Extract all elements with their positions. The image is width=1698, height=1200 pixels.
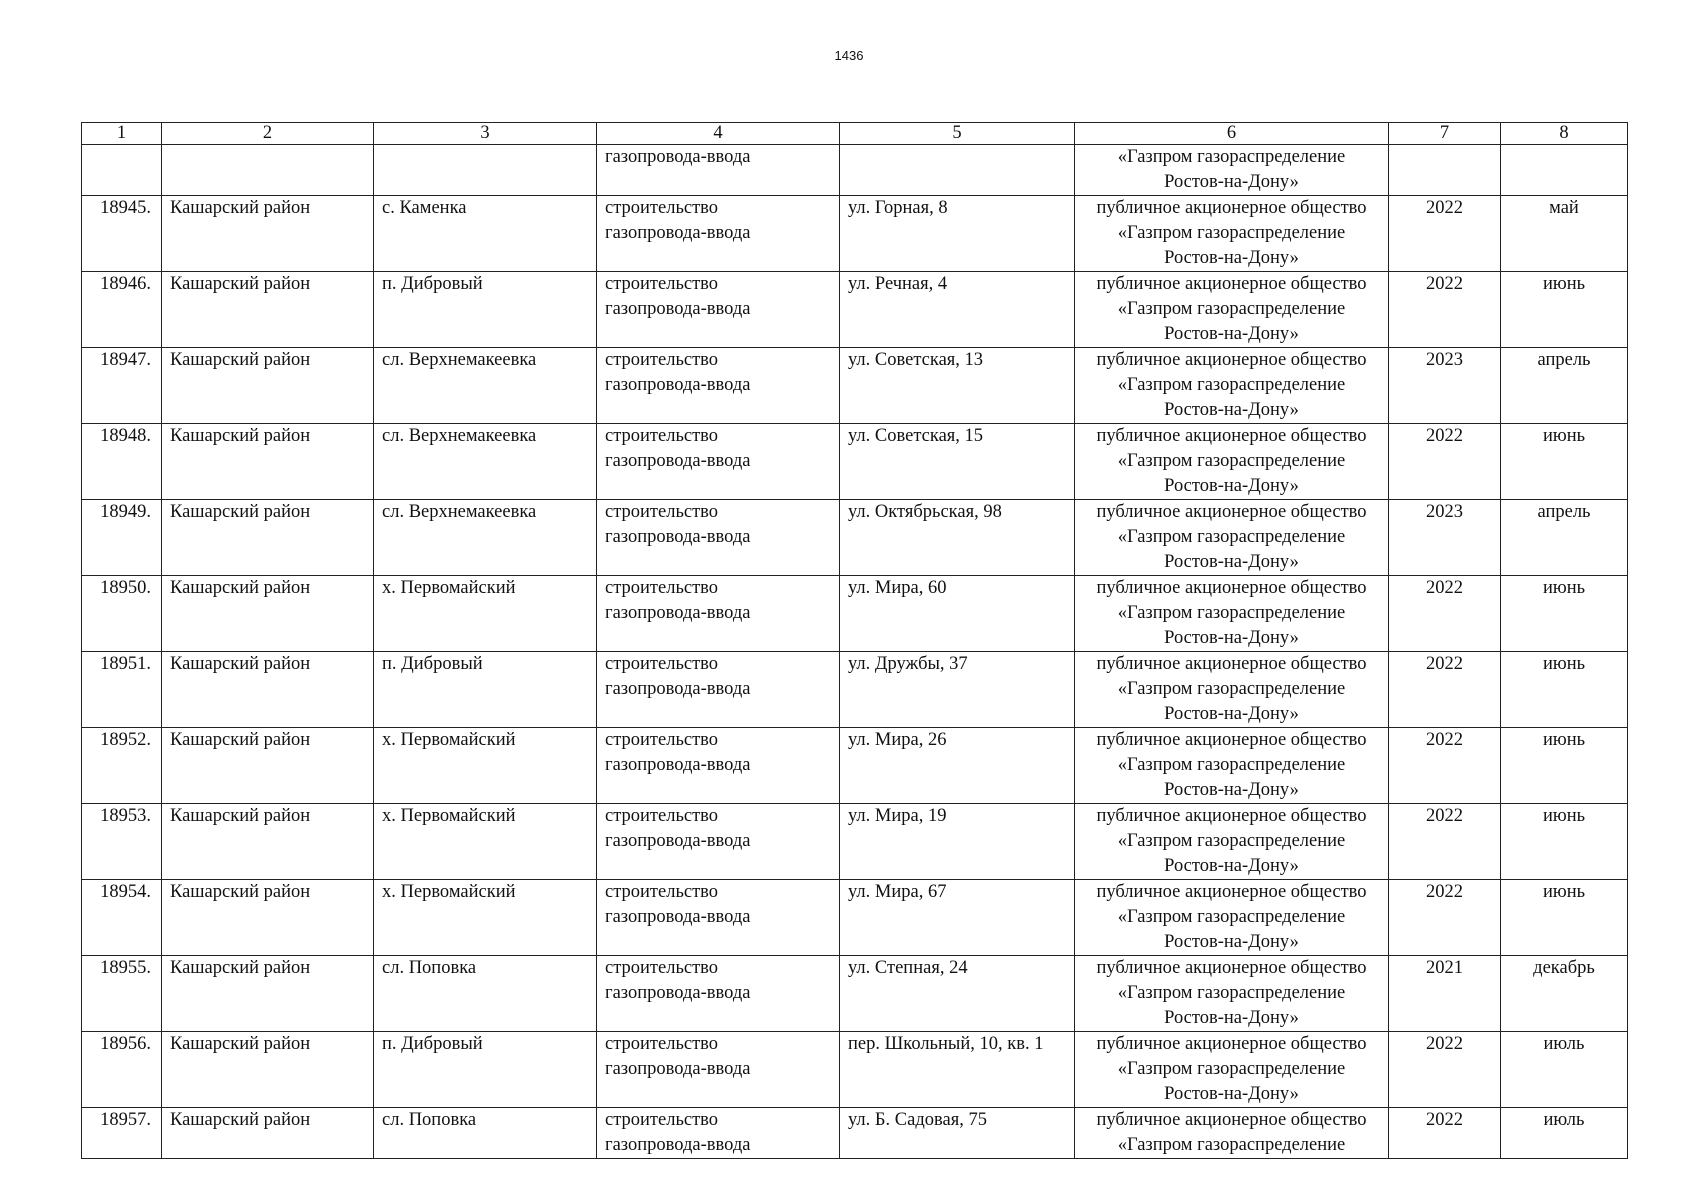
- work-line: газопровода-ввода: [605, 1135, 751, 1155]
- cell-district: Кашарский район: [162, 804, 374, 880]
- work-line: газопровода-ввода: [605, 603, 751, 623]
- cell-month: июнь: [1501, 272, 1628, 348]
- cell-district: Кашарский район: [162, 196, 374, 272]
- organization-line: публичное акционерное общество: [1096, 578, 1367, 598]
- work-line: строительство: [605, 198, 719, 218]
- cell-district: Кашарский район: [162, 1032, 374, 1108]
- cell-address: [840, 145, 1075, 196]
- organization-line: «Газпром газораспределение: [1117, 1059, 1346, 1079]
- organization-line: Ростов-на-Дону»: [1164, 932, 1299, 952]
- cell-number: 18947.: [82, 348, 162, 424]
- cell-number: 18956.: [82, 1032, 162, 1108]
- organization-line: Ростов-на-Дону»: [1164, 172, 1299, 192]
- registry-table: [81, 122, 1628, 1159]
- table-body: [82, 145, 1628, 1159]
- cell-address: пер. Школьный, 10, кв. 1: [840, 1032, 1075, 1108]
- cell-year: 2021: [1389, 956, 1501, 1032]
- cell-organization: [1075, 196, 1389, 272]
- cell-district: [162, 145, 374, 196]
- cell-month: апрель: [1501, 500, 1628, 576]
- organization-line: публичное акционерное общество: [1096, 654, 1367, 674]
- cell-work: [597, 804, 840, 880]
- organization-line: «Газпром газораспределение: [1117, 603, 1346, 623]
- cell-locality: [374, 145, 597, 196]
- cell-locality: х. Первомайский: [374, 576, 597, 652]
- organization-line: «Газпром газораспределение: [1117, 755, 1346, 775]
- cell-locality: сл. Верхнемакеевка: [374, 348, 597, 424]
- cell-district: Кашарский район: [162, 348, 374, 424]
- cell-address: ул. Горная, 8: [840, 196, 1075, 272]
- table-row: [82, 272, 1628, 348]
- cell-work: [597, 500, 840, 576]
- cell-year: 2022: [1389, 424, 1501, 500]
- cell-work: [597, 424, 840, 500]
- work-line: строительство: [605, 578, 719, 598]
- organization-line: «Газпром газораспределение: [1117, 147, 1346, 167]
- cell-locality: х. Первомайский: [374, 728, 597, 804]
- cell-month: июнь: [1501, 728, 1628, 804]
- organization-line: Ростов-на-Дону»: [1164, 1084, 1299, 1104]
- cell-address: ул. Мира, 67: [840, 880, 1075, 956]
- cell-locality: сл. Верхнемакеевка: [374, 500, 597, 576]
- organization-line: публичное акционерное общество: [1096, 958, 1367, 978]
- cell-organization: [1075, 145, 1389, 196]
- cell-work: [597, 145, 840, 196]
- work-line: газопровода-ввода: [605, 755, 751, 775]
- cell-locality: п. Дибровый: [374, 272, 597, 348]
- column-header-5: 5: [840, 123, 1075, 145]
- cell-year: 2022: [1389, 576, 1501, 652]
- work-line: строительство: [605, 1110, 719, 1130]
- organization-line: Ростов-на-Дону»: [1164, 1008, 1299, 1028]
- cell-month: июль: [1501, 1032, 1628, 1108]
- organization-line: публичное акционерное общество: [1096, 350, 1367, 370]
- column-header-6: 6: [1075, 123, 1389, 145]
- organization-line: публичное акционерное общество: [1096, 730, 1367, 750]
- cell-address: ул. Мира, 60: [840, 576, 1075, 652]
- cell-address: ул. Советская, 15: [840, 424, 1075, 500]
- work-line: строительство: [605, 350, 719, 370]
- cell-district: Кашарский район: [162, 272, 374, 348]
- cell-locality: х. Первомайский: [374, 804, 597, 880]
- cell-work: [597, 1108, 840, 1159]
- organization-line: «Газпром газораспределение: [1117, 223, 1346, 243]
- table-row: [82, 804, 1628, 880]
- cell-district: Кашарский район: [162, 1108, 374, 1159]
- cell-year: 2022: [1389, 652, 1501, 728]
- organization-line: «Газпром газораспределение: [1117, 1135, 1346, 1155]
- table-row: [82, 348, 1628, 424]
- organization-line: «Газпром газораспределение: [1117, 983, 1346, 1003]
- cell-number: 18953.: [82, 804, 162, 880]
- table-row: [82, 956, 1628, 1032]
- cell-number: 18945.: [82, 196, 162, 272]
- cell-year: 2022: [1389, 880, 1501, 956]
- cell-address: ул. Дружбы, 37: [840, 652, 1075, 728]
- cell-district: Кашарский район: [162, 576, 374, 652]
- column-header-3: 3: [374, 123, 597, 145]
- work-line: строительство: [605, 654, 719, 674]
- table-row: [82, 652, 1628, 728]
- column-header-7: 7: [1389, 123, 1501, 145]
- cell-month: декабрь: [1501, 956, 1628, 1032]
- cell-work: [597, 956, 840, 1032]
- work-line: газопровода-ввода: [605, 679, 751, 699]
- cell-year: 2022: [1389, 804, 1501, 880]
- cell-work: [597, 652, 840, 728]
- cell-month: май: [1501, 196, 1628, 272]
- cell-organization: [1075, 1108, 1389, 1159]
- cell-organization: [1075, 1032, 1389, 1108]
- column-header-4: 4: [597, 123, 840, 145]
- cell-organization: [1075, 348, 1389, 424]
- organization-line: Ростов-на-Дону»: [1164, 400, 1299, 420]
- cell-address: ул. Б. Садовая, 75: [840, 1108, 1075, 1159]
- organization-line: «Газпром газораспределение: [1117, 527, 1346, 547]
- organization-line: Ростов-на-Дону»: [1164, 856, 1299, 876]
- cell-organization: [1075, 652, 1389, 728]
- cell-organization: [1075, 956, 1389, 1032]
- organization-line: Ростов-на-Дону»: [1164, 704, 1299, 724]
- organization-line: Ростов-на-Дону»: [1164, 324, 1299, 344]
- organization-line: «Газпром газораспределение: [1117, 451, 1346, 471]
- table-row: [82, 1032, 1628, 1108]
- cell-month: июнь: [1501, 424, 1628, 500]
- cell-organization: [1075, 576, 1389, 652]
- cell-organization: [1075, 880, 1389, 956]
- organization-line: «Газпром газораспределение: [1117, 679, 1346, 699]
- cell-address: ул. Октябрьская, 98: [840, 500, 1075, 576]
- cell-locality: сл. Поповка: [374, 1108, 597, 1159]
- cell-month: [1501, 145, 1628, 196]
- cell-number: 18955.: [82, 956, 162, 1032]
- organization-line: публичное акционерное общество: [1096, 806, 1367, 826]
- organization-line: публичное акционерное общество: [1096, 882, 1367, 902]
- cell-locality: с. Каменка: [374, 196, 597, 272]
- cell-address: ул. Мира, 19: [840, 804, 1075, 880]
- work-line: газопровода-ввода: [605, 831, 751, 851]
- cell-year: 2022: [1389, 728, 1501, 804]
- table-row: [82, 500, 1628, 576]
- cell-locality: сл. Верхнемакеевка: [374, 424, 597, 500]
- cell-year: [1389, 145, 1501, 196]
- table-row: [82, 880, 1628, 956]
- cell-year: 2022: [1389, 196, 1501, 272]
- work-line: газопровода-ввода: [605, 147, 751, 167]
- cell-organization: [1075, 424, 1389, 500]
- cell-month: июнь: [1501, 652, 1628, 728]
- cell-work: [597, 272, 840, 348]
- cell-number: 18946.: [82, 272, 162, 348]
- cell-month: июнь: [1501, 576, 1628, 652]
- organization-line: публичное акционерное общество: [1096, 198, 1367, 218]
- cell-number: 18954.: [82, 880, 162, 956]
- cell-year: 2022: [1389, 1032, 1501, 1108]
- cell-work: [597, 1032, 840, 1108]
- cell-year: 2023: [1389, 348, 1501, 424]
- cell-number: 18949.: [82, 500, 162, 576]
- cell-work: [597, 576, 840, 652]
- cell-number: 18957.: [82, 1108, 162, 1159]
- cell-address: ул. Мира, 26: [840, 728, 1075, 804]
- cell-number: 18952.: [82, 728, 162, 804]
- work-line: газопровода-ввода: [605, 223, 751, 243]
- organization-line: публичное акционерное общество: [1096, 274, 1367, 294]
- work-line: строительство: [605, 730, 719, 750]
- table-row: [82, 196, 1628, 272]
- cell-district: Кашарский район: [162, 500, 374, 576]
- cell-number: [82, 145, 162, 196]
- organization-line: Ростов-на-Дону»: [1164, 552, 1299, 572]
- organization-line: публичное акционерное общество: [1096, 1034, 1367, 1054]
- cell-work: [597, 196, 840, 272]
- cell-organization: [1075, 728, 1389, 804]
- work-line: строительство: [605, 426, 719, 446]
- table-row: [82, 1108, 1628, 1159]
- organization-line: Ростов-на-Дону»: [1164, 628, 1299, 648]
- cell-district: Кашарский район: [162, 728, 374, 804]
- organization-line: «Газпром газораспределение: [1117, 299, 1346, 319]
- table-row: [82, 424, 1628, 500]
- cell-month: июнь: [1501, 880, 1628, 956]
- cell-month: апрель: [1501, 348, 1628, 424]
- cell-address: ул. Советская, 13: [840, 348, 1075, 424]
- work-line: строительство: [605, 958, 719, 978]
- cell-number: 18950.: [82, 576, 162, 652]
- organization-line: «Газпром газораспределение: [1117, 375, 1346, 395]
- work-line: газопровода-ввода: [605, 451, 751, 471]
- cell-district: Кашарский район: [162, 424, 374, 500]
- organization-line: Ростов-на-Дону»: [1164, 248, 1299, 268]
- cell-work: [597, 348, 840, 424]
- cell-district: Кашарский район: [162, 652, 374, 728]
- cell-year: 2022: [1389, 1108, 1501, 1159]
- continuation-row: [82, 145, 1628, 196]
- cell-district: Кашарский район: [162, 956, 374, 1032]
- cell-year: 2023: [1389, 500, 1501, 576]
- organization-line: «Газпром газораспределение: [1117, 831, 1346, 851]
- organization-line: публичное акционерное общество: [1096, 426, 1367, 446]
- cell-locality: х. Первомайский: [374, 880, 597, 956]
- cell-organization: [1075, 804, 1389, 880]
- work-line: строительство: [605, 806, 719, 826]
- column-header-1: 1: [82, 123, 162, 145]
- organization-line: Ростов-на-Дону»: [1164, 476, 1299, 496]
- cell-organization: [1075, 500, 1389, 576]
- work-line: строительство: [605, 882, 719, 902]
- cell-organization: [1075, 272, 1389, 348]
- cell-number: 18948.: [82, 424, 162, 500]
- cell-district: Кашарский район: [162, 880, 374, 956]
- table-row: [82, 728, 1628, 804]
- cell-year: 2022: [1389, 272, 1501, 348]
- cell-locality: п. Дибровый: [374, 1032, 597, 1108]
- work-line: газопровода-ввода: [605, 299, 751, 319]
- organization-line: Ростов-на-Дону»: [1164, 780, 1299, 800]
- table-row: [82, 576, 1628, 652]
- work-line: строительство: [605, 1034, 719, 1054]
- work-line: газопровода-ввода: [605, 983, 751, 1003]
- cell-work: [597, 880, 840, 956]
- cell-address: ул. Степная, 24: [840, 956, 1075, 1032]
- cell-work: [597, 728, 840, 804]
- cell-month: июнь: [1501, 804, 1628, 880]
- cell-address: ул. Речная, 4: [840, 272, 1075, 348]
- cell-number: 18951.: [82, 652, 162, 728]
- cell-locality: п. Дибровый: [374, 652, 597, 728]
- organization-line: публичное акционерное общество: [1096, 1110, 1367, 1130]
- organization-line: «Газпром газораспределение: [1117, 907, 1346, 927]
- cell-locality: сл. Поповка: [374, 956, 597, 1032]
- cell-month: июль: [1501, 1108, 1628, 1159]
- column-header-8: 8: [1501, 123, 1628, 145]
- work-line: строительство: [605, 502, 719, 522]
- organization-line: публичное акционерное общество: [1096, 502, 1367, 522]
- page-number: 1436: [834, 48, 864, 63]
- work-line: газопровода-ввода: [605, 527, 751, 547]
- work-line: газопровода-ввода: [605, 1059, 751, 1079]
- column-header-2: 2: [162, 123, 374, 145]
- work-line: газопровода-ввода: [605, 375, 751, 395]
- column-number-header-row: [82, 123, 1628, 145]
- work-line: строительство: [605, 274, 719, 294]
- work-line: газопровода-ввода: [605, 907, 751, 927]
